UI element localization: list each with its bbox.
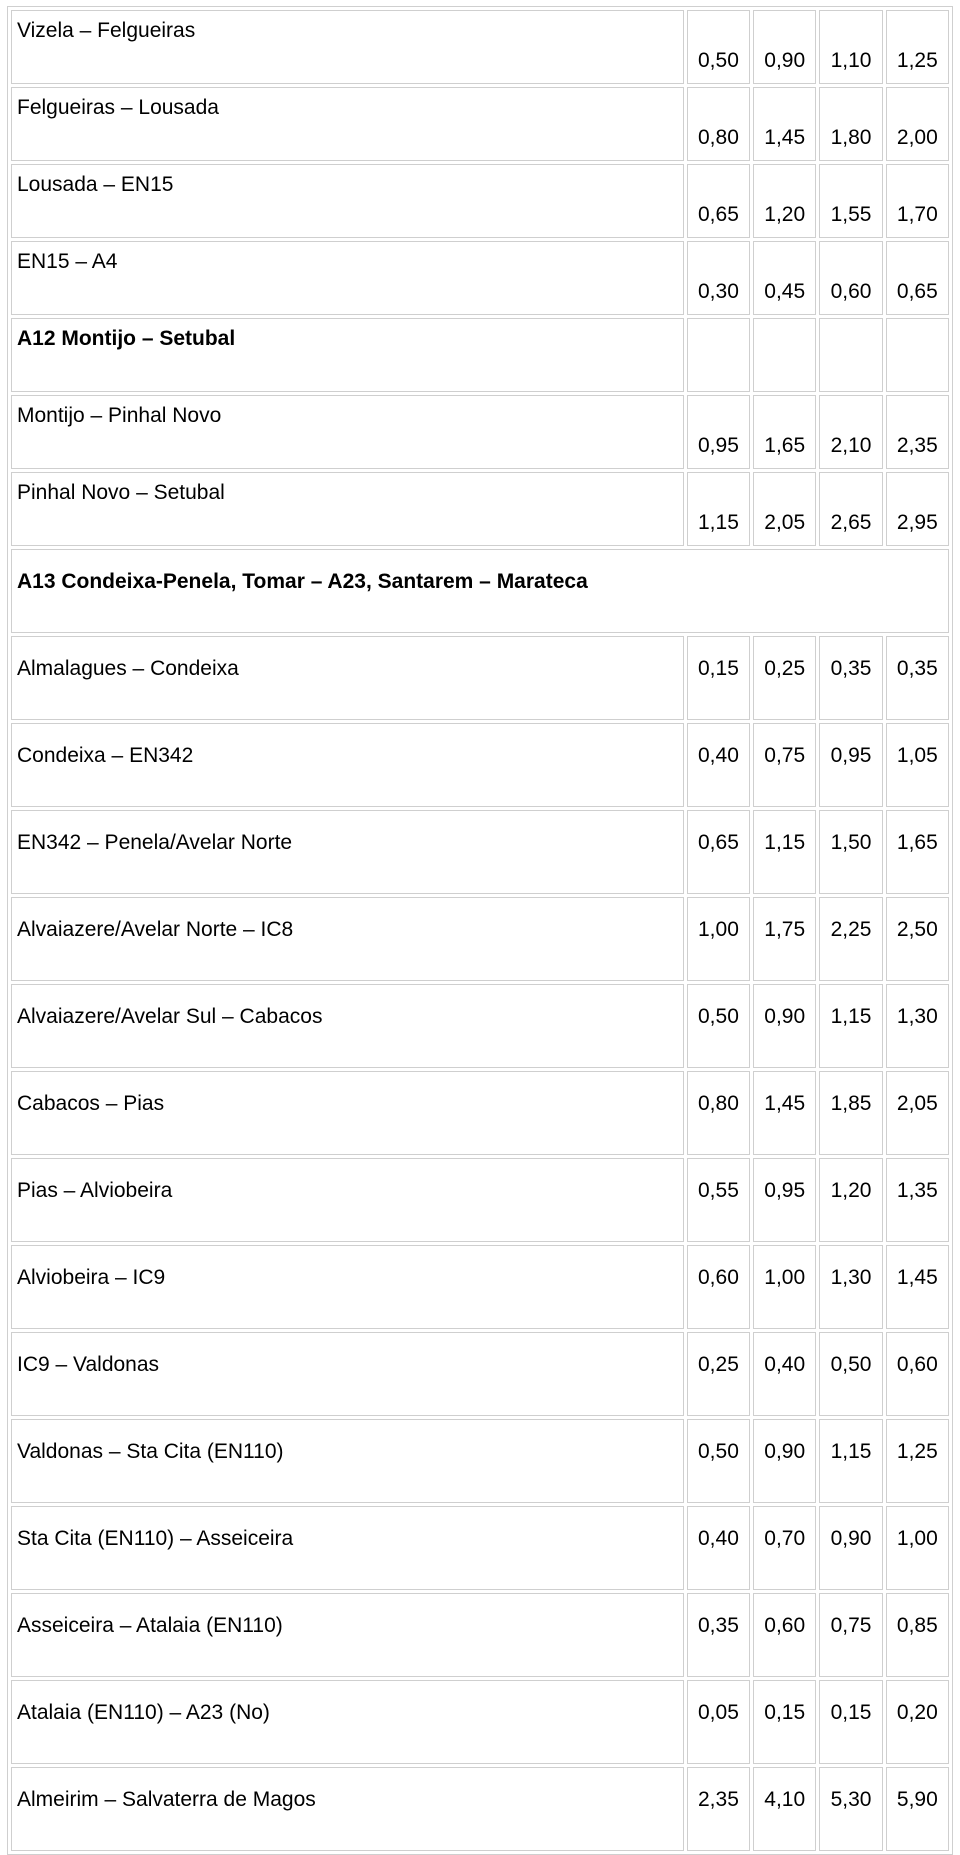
toll-value-class-1: 0,05 (687, 1680, 750, 1764)
toll-value-class-3: 0,95 (819, 723, 882, 807)
segment-name: Montijo – Pinhal Novo (11, 395, 684, 469)
table-row (11, 897, 949, 981)
toll-value-class-2: 0,90 (753, 10, 816, 84)
toll-value-class-2: 4,10 (753, 1767, 816, 1851)
toll-value-class-2: 1,20 (753, 164, 816, 238)
toll-value-class-3: 0,75 (819, 1593, 882, 1677)
toll-value-class-3: 0,35 (819, 636, 882, 720)
section-header-row (11, 318, 949, 392)
segment-name: Lousada – EN15 (11, 164, 684, 238)
toll-value-class-2: 1,65 (753, 395, 816, 469)
toll-value-class-1: 0,60 (687, 1245, 750, 1329)
toll-value-class-2: 2,05 (753, 472, 816, 546)
toll-value-class-3: 1,10 (819, 10, 882, 84)
segment-name: Almeirim – Salvaterra de Magos (11, 1767, 684, 1851)
toll-value-class-4: 1,35 (886, 1158, 949, 1242)
toll-value-class-1: 0,80 (687, 87, 750, 161)
toll-value-class-3: 1,15 (819, 984, 882, 1068)
toll-value-class-2: 1,15 (753, 810, 816, 894)
toll-value-class-1: 0,80 (687, 1071, 750, 1155)
table-row (11, 1158, 949, 1242)
toll-value-class-2: 0,75 (753, 723, 816, 807)
table-row (11, 241, 949, 315)
toll-value-class-1: 0,50 (687, 984, 750, 1068)
toll-value-class-3: 1,15 (819, 1419, 882, 1503)
toll-value-class-4: 2,00 (886, 87, 949, 161)
segment-name: Atalaia (EN110) – A23 (No) (11, 1680, 684, 1764)
toll-value-class-3: 5,30 (819, 1767, 882, 1851)
toll-table-body (11, 10, 949, 1851)
segment-name: Felgueiras – Lousada (11, 87, 684, 161)
toll-value-class-2: 0,15 (753, 1680, 816, 1764)
toll-value-class-4: 1,00 (886, 1506, 949, 1590)
table-row (11, 810, 949, 894)
toll-value-class-3: 1,30 (819, 1245, 882, 1329)
toll-value-class-3: 0,60 (819, 241, 882, 315)
toll-value-class-2: 0,40 (753, 1332, 816, 1416)
table-row (11, 1506, 949, 1590)
segment-name: Sta Cita (EN110) – Asseiceira (11, 1506, 684, 1590)
toll-value-class-4: 1,30 (886, 984, 949, 1068)
toll-value-class-4: 2,50 (886, 897, 949, 981)
toll-value-class-4: 0,60 (886, 1332, 949, 1416)
section-title: A12 Montijo – Setubal (11, 318, 684, 392)
table-row (11, 984, 949, 1068)
table-row (11, 1767, 949, 1851)
toll-value-class-2: 0,90 (753, 984, 816, 1068)
toll-value-class-4: 0,85 (886, 1593, 949, 1677)
table-row (11, 1593, 949, 1677)
segment-name: Asseiceira – Atalaia (EN110) (11, 1593, 684, 1677)
toll-value-class-3: 1,85 (819, 1071, 882, 1155)
table-row (11, 395, 949, 469)
toll-value-class-2: 0,45 (753, 241, 816, 315)
toll-value-class-2: 1,45 (753, 87, 816, 161)
toll-value-class-1: 0,40 (687, 723, 750, 807)
toll-value-class-3: 2,65 (819, 472, 882, 546)
toll-value-class-2: 0,90 (753, 1419, 816, 1503)
toll-value-class-4: 2,95 (886, 472, 949, 546)
segment-name: Almalagues – Condeixa (11, 636, 684, 720)
toll-value-class-1: 0,35 (687, 1593, 750, 1677)
table-row (11, 472, 949, 546)
segment-name: Pinhal Novo – Setubal (11, 472, 684, 546)
toll-value-class-1: 0,55 (687, 1158, 750, 1242)
table-row (11, 636, 949, 720)
segment-name: Alvaiazere/Avelar Norte – IC8 (11, 897, 684, 981)
toll-value-class-4: 2,35 (886, 395, 949, 469)
toll-value-class-4: 5,90 (886, 1767, 949, 1851)
toll-value-class-1: 0,65 (687, 810, 750, 894)
toll-value-class-4: 1,25 (886, 10, 949, 84)
toll-value-class-4: 1,05 (886, 723, 949, 807)
toll-value-class-4: 0,20 (886, 1680, 949, 1764)
toll-table (7, 6, 953, 1855)
toll-value-class-1: 0,50 (687, 10, 750, 84)
toll-value-class-4 (886, 318, 949, 392)
toll-value-class-2: 0,25 (753, 636, 816, 720)
toll-value-class-1: 0,40 (687, 1506, 750, 1590)
toll-value-class-3: 1,55 (819, 164, 882, 238)
toll-value-class-2: 1,75 (753, 897, 816, 981)
segment-name: Alvaiazere/Avelar Sul – Cabacos (11, 984, 684, 1068)
toll-value-class-2: 0,60 (753, 1593, 816, 1677)
toll-value-class-1: 0,50 (687, 1419, 750, 1503)
segment-name: EN15 – A4 (11, 241, 684, 315)
segment-name: Pias – Alviobeira (11, 1158, 684, 1242)
toll-value-class-1: 0,15 (687, 636, 750, 720)
segment-name: EN342 – Penela/Avelar Norte (11, 810, 684, 894)
toll-value-class-3: 0,15 (819, 1680, 882, 1764)
toll-value-class-1 (687, 318, 750, 392)
toll-value-class-1: 0,30 (687, 241, 750, 315)
toll-value-class-4: 1,70 (886, 164, 949, 238)
table-row (11, 1419, 949, 1503)
table-row (11, 10, 949, 84)
table-row (11, 723, 949, 807)
table-row (11, 1680, 949, 1764)
table-row (11, 1071, 949, 1155)
toll-value-class-2: 1,45 (753, 1071, 816, 1155)
toll-value-class-1: 1,00 (687, 897, 750, 981)
section-header-row (11, 549, 949, 633)
toll-value-class-1: 0,95 (687, 395, 750, 469)
toll-value-class-4: 2,05 (886, 1071, 949, 1155)
toll-value-class-1: 2,35 (687, 1767, 750, 1851)
toll-value-class-3: 1,20 (819, 1158, 882, 1242)
toll-value-class-4: 0,35 (886, 636, 949, 720)
toll-value-class-3: 0,50 (819, 1332, 882, 1416)
segment-name: Alviobeira – IC9 (11, 1245, 684, 1329)
toll-value-class-3: 2,10 (819, 395, 882, 469)
toll-value-class-4: 1,45 (886, 1245, 949, 1329)
table-row (11, 1245, 949, 1329)
toll-value-class-4: 0,65 (886, 241, 949, 315)
toll-value-class-3: 2,25 (819, 897, 882, 981)
segment-name: Vizela – Felgueiras (11, 10, 684, 84)
toll-value-class-3: 1,50 (819, 810, 882, 894)
toll-value-class-2: 0,70 (753, 1506, 816, 1590)
toll-value-class-3: 1,80 (819, 87, 882, 161)
toll-value-class-1: 0,65 (687, 164, 750, 238)
segment-name: Cabacos – Pias (11, 1071, 684, 1155)
toll-value-class-1: 1,15 (687, 472, 750, 546)
segment-name: Condeixa – EN342 (11, 723, 684, 807)
segment-name: Valdonas – Sta Cita (EN110) (11, 1419, 684, 1503)
toll-value-class-2: 1,00 (753, 1245, 816, 1329)
toll-value-class-3 (819, 318, 882, 392)
table-row (11, 87, 949, 161)
toll-value-class-4: 1,65 (886, 810, 949, 894)
toll-value-class-3: 0,90 (819, 1506, 882, 1590)
toll-value-class-4: 1,25 (886, 1419, 949, 1503)
toll-value-class-1: 0,25 (687, 1332, 750, 1416)
toll-value-class-2: 0,95 (753, 1158, 816, 1242)
toll-value-class-2 (753, 318, 816, 392)
segment-name: IC9 – Valdonas (11, 1332, 684, 1416)
table-row (11, 1332, 949, 1416)
section-title: A13 Condeixa-Penela, Tomar – A23, Santarem – Marateca (11, 549, 949, 633)
table-row (11, 164, 949, 238)
